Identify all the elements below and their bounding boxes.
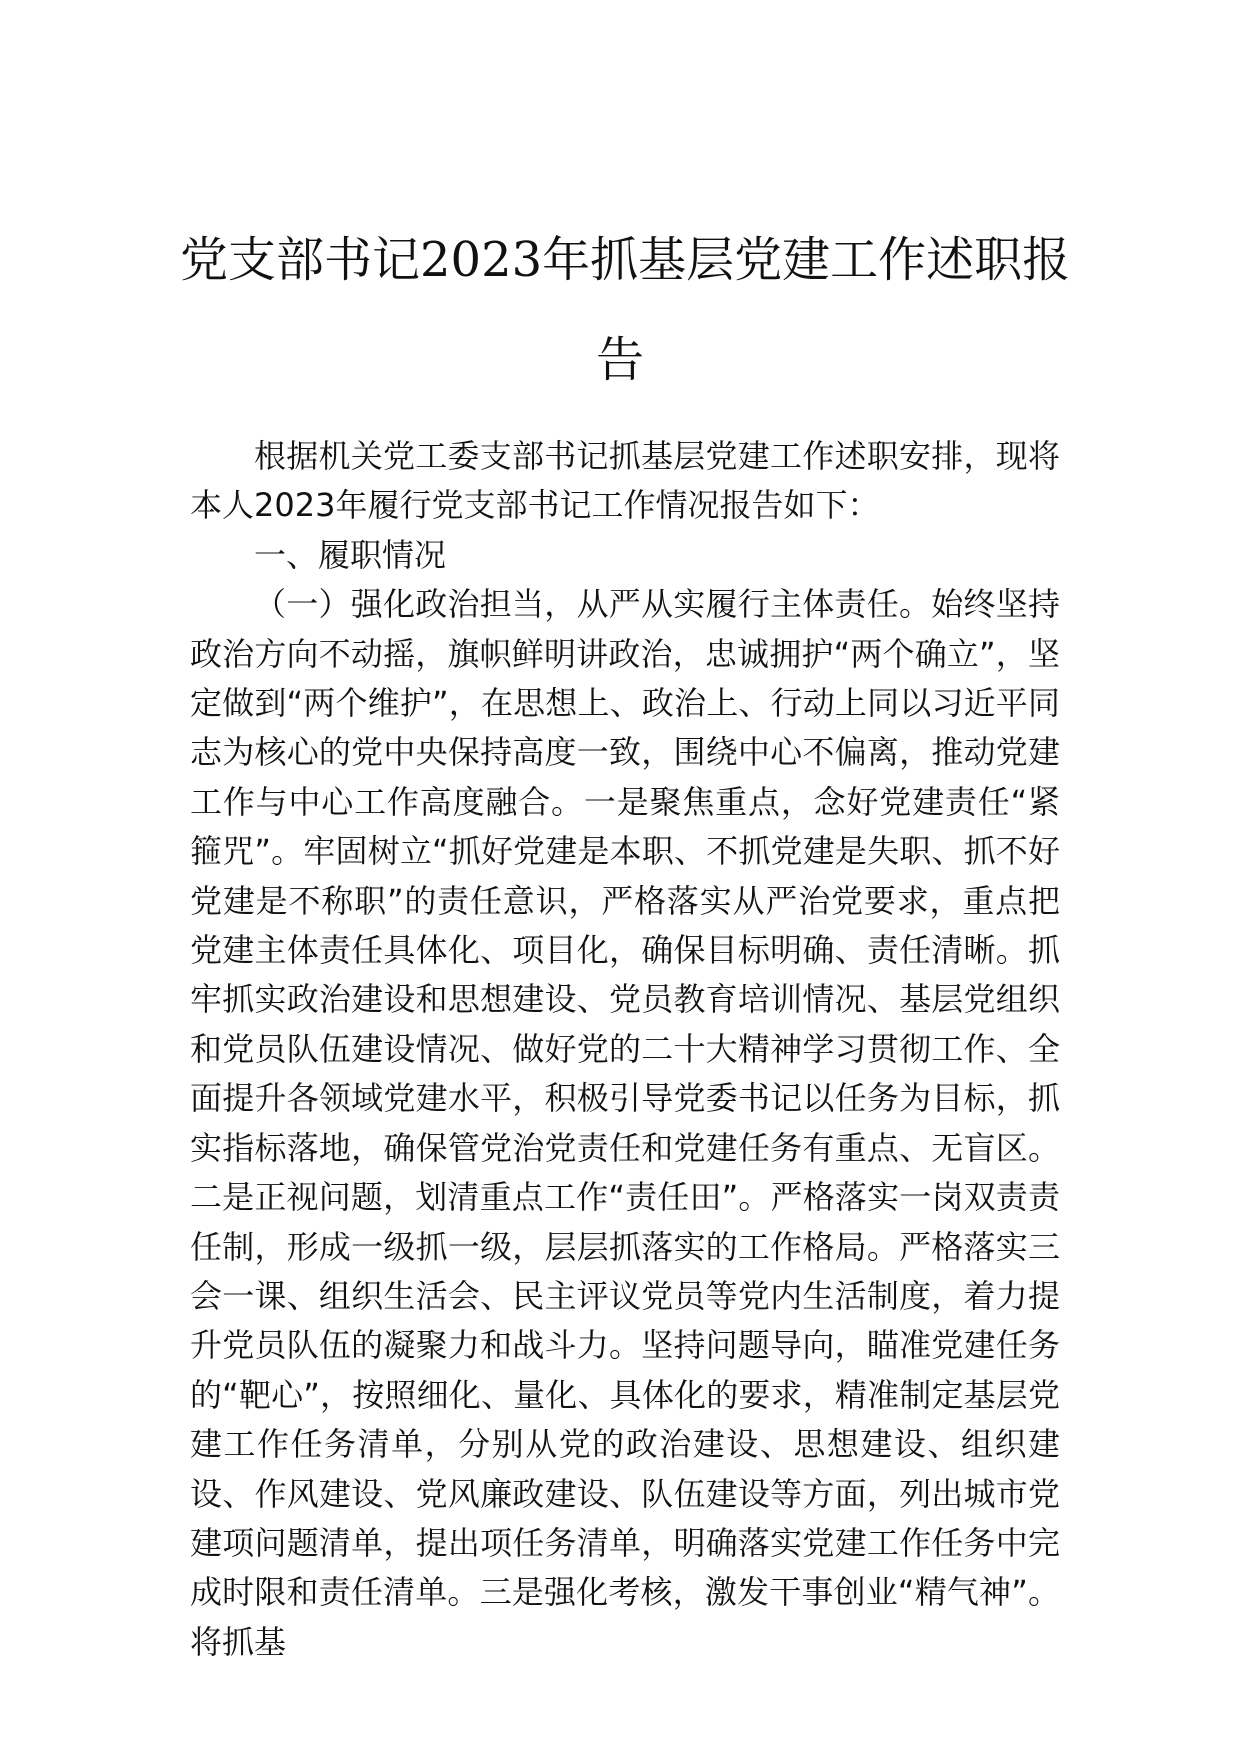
section-heading-performance: 一、履职情况 — [254, 535, 447, 574]
document-title-line-2: 告 — [595, 332, 644, 388]
document-body — [190, 432, 1060, 1667]
intro-paragraph: 根据机关党工委支部书记抓基层党建工作述职安排，现将本人2023年履行党支部书记工作情况报告如下： — [190, 437, 1060, 525]
document-title — [180, 210, 1071, 410]
section-1-paragraph-1: （一）强化政治担当，从严从实履行主体责任。始终坚持政治方向不动摇，旗帜鲜明讲政治，忠诚拥护“两个确立”，坚定做到“两个维护”，在思想上、政治上、行动上同以习近平同志为核心的党中央保持高度一致，围绕中心不偏离，推动党建工作与中心工作高度融合。一是聚焦重点，念好党建责任“紧箍咒”。牢固树立“抓好党建是本职、不抓党建是失职、抓不好党建是不称职”的责任意识，严格落实从严治党要求，重点把党建主体责任具体化、项目化，确保目标明确、责任清晰。抓牢抓实政治建设和思想建设、党员教育培训情况、基层党组织和党员队伍建设情况、做好党的二十大精神学习贯彻工作、全面提升各领域党建水平，积极引导党委书记以任务为目标，抓实指标落地，确保管党治党责任和党建任务有重点、无盲区。二是正视问题，划清重点工作“责任田”。严格落实一岗双责责任制，形成一级抓一级，层层抓落实的工作格局。严格落实三会一课、组织生活会、民主评议党员等党内生活制度，着力提升党员队伍的凝聚力和战斗力。坚持问题导向，瞄准党建任务的“靶心”，按照细化、量化、具体化的要求，精准制定基层党建工作任务清单，分别从党的政治建设、思想建设、组织建设、作风建设、党风廉政建设、队伍建设等方面，列出城市党建项问题清单，提出项任务清单，明确落实党建工作任务中完成时限和责任清单。三是强化考核，激发干事创业“精气神”。将抓基 — [190, 585, 1060, 1661]
document-title-line-1: 党支部书记2023年抓基层党建工作述职报 — [180, 232, 1071, 288]
